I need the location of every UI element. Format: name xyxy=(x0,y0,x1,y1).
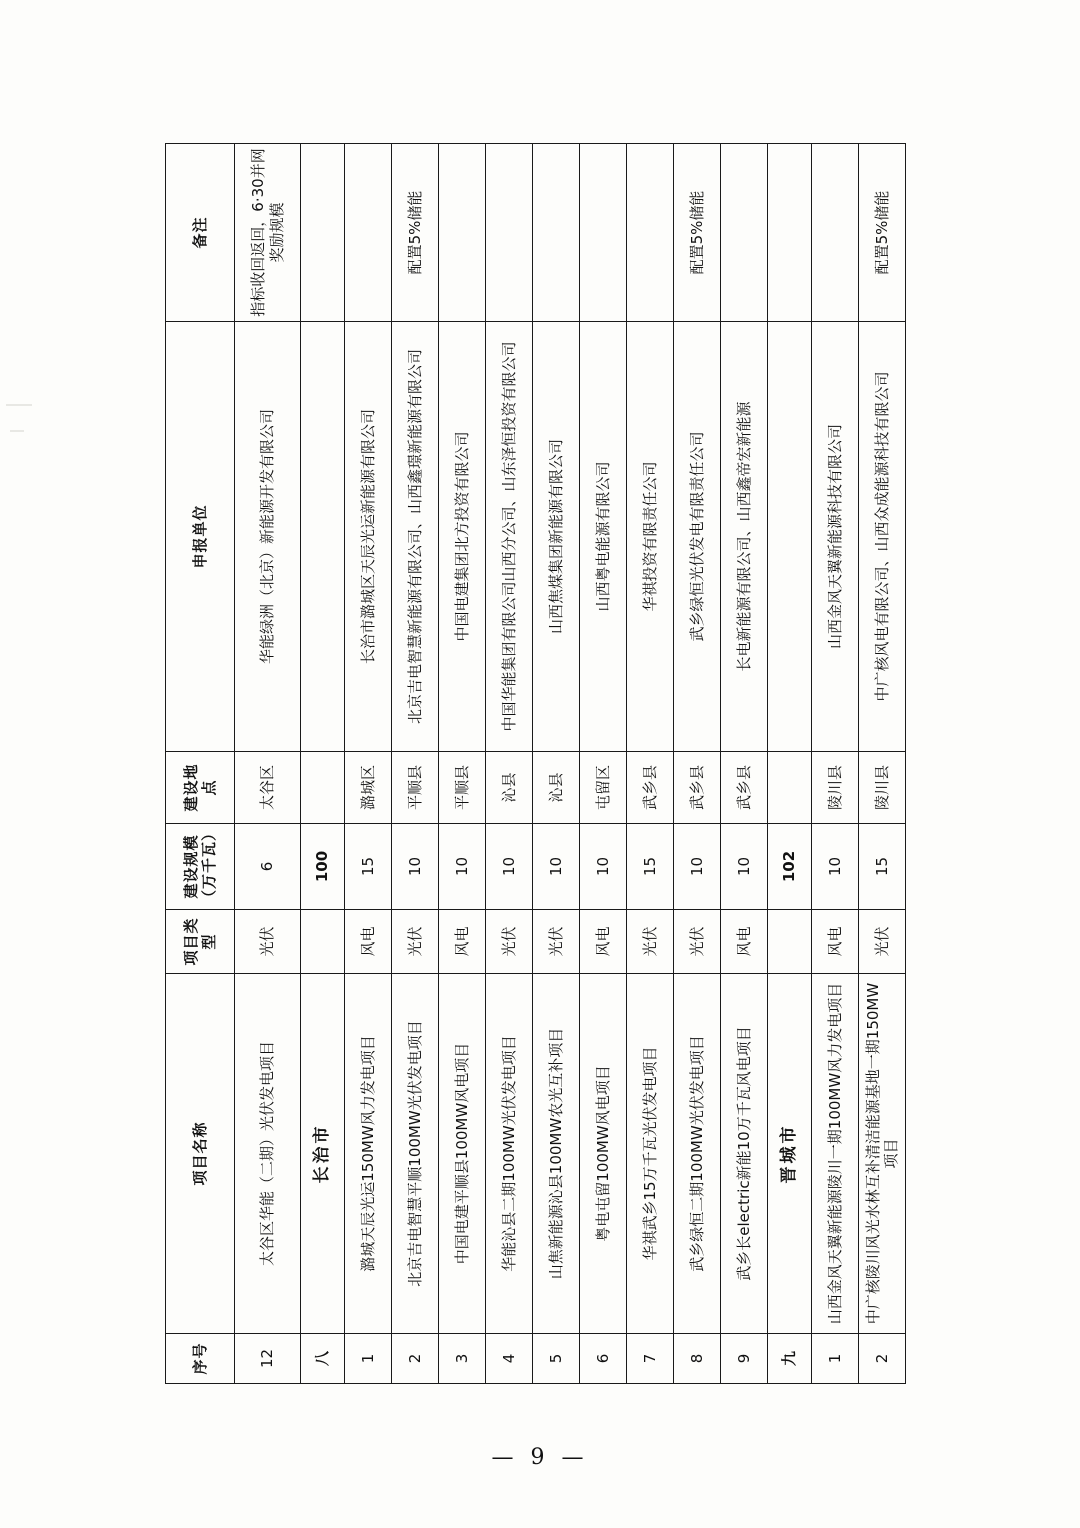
cell-seq: 3 xyxy=(439,1334,486,1384)
cell-seq: 九 xyxy=(768,1334,812,1384)
cell-seq: 8 xyxy=(674,1334,721,1384)
cell-unit: 中国华能集团有限公司山西分公司、山东泽恒投资有限公司 xyxy=(486,322,533,752)
cell-scale: 15 xyxy=(859,824,906,910)
cell-project-name: 晋城市 xyxy=(768,974,812,1334)
cell-note xyxy=(768,144,812,322)
cell-unit: 山西焦煤集团新能源有限公司 xyxy=(533,322,580,752)
cell-project-name: 太谷区华能（二期）光伏发电项目 xyxy=(235,974,301,1334)
cell-project-type xyxy=(301,910,345,974)
page-number: — 9 — xyxy=(491,1445,589,1470)
cell-project-type: 风电 xyxy=(812,910,859,974)
cell-unit xyxy=(301,322,345,752)
cell-project-name: 中广核陵川风光水林互补清洁能源基地一期150MW项目 xyxy=(859,974,906,1334)
cell-seq: 2 xyxy=(859,1334,906,1384)
column-header-note: 备注 xyxy=(166,144,235,322)
cell-place: 武乡县 xyxy=(721,752,768,824)
cell-project-type: 光伏 xyxy=(533,910,580,974)
rotated-table-wrapper xyxy=(165,144,915,1384)
table-row xyxy=(580,144,627,1384)
table-row xyxy=(392,144,439,1384)
table-row xyxy=(486,144,533,1384)
scan-artifact xyxy=(6,404,32,406)
cell-project-name: 华祺武乡15万千瓦光伏发电项目 xyxy=(627,974,674,1334)
cell-seq: 2 xyxy=(392,1334,439,1384)
cell-project-type: 光伏 xyxy=(392,910,439,974)
cell-project-name: 华能沁县二期100MW光伏发电项目 xyxy=(486,974,533,1334)
cell-scale: 10 xyxy=(533,824,580,910)
column-header-place: 建设地点 xyxy=(166,752,235,824)
cell-project-name: 潞城天辰光运150MW风力发电项目 xyxy=(345,974,392,1334)
table-group-row xyxy=(768,144,812,1384)
table-row xyxy=(674,144,721,1384)
cell-project-name: 武乡长electric新能10万千瓦风电项目 xyxy=(721,974,768,1334)
cell-project-name: 中国电建平顺县100MW风电项目 xyxy=(439,974,486,1334)
cell-unit: 武乡绿恒光伏发电有限责任公司 xyxy=(674,322,721,752)
cell-unit xyxy=(768,322,812,752)
cell-unit: 华祺投资有限责任公司 xyxy=(627,322,674,752)
cell-scale: 10 xyxy=(580,824,627,910)
cell-seq: 6 xyxy=(580,1334,627,1384)
cell-unit: 北京吉电智慧新能源有限公司、山西鑫璟新能源有限公司 xyxy=(392,322,439,752)
cell-seq: 4 xyxy=(486,1334,533,1384)
cell-unit: 山西粤电能源有限公司 xyxy=(580,322,627,752)
cell-scale: 10 xyxy=(721,824,768,910)
cell-note xyxy=(345,144,392,322)
cell-project-type: 风电 xyxy=(580,910,627,974)
table-row xyxy=(235,144,301,1384)
cell-note xyxy=(486,144,533,322)
cell-note xyxy=(721,144,768,322)
cell-place: 武乡县 xyxy=(674,752,721,824)
table-row xyxy=(721,144,768,1384)
cell-seq: 7 xyxy=(627,1334,674,1384)
table-row xyxy=(533,144,580,1384)
cell-project-name: 粤电屯留100MW风电项目 xyxy=(580,974,627,1334)
cell-note xyxy=(439,144,486,322)
cell-unit: 长电新能源有限公司、山西鑫帝宏新能源 xyxy=(721,322,768,752)
cell-scale: 100 xyxy=(301,824,345,910)
cell-unit: 长治市潞城区天辰光运新能源有限公司 xyxy=(345,322,392,752)
column-header-scale: 建设规模（万千瓦） xyxy=(166,824,235,910)
table-row xyxy=(859,144,906,1384)
cell-place: 平顺县 xyxy=(439,752,486,824)
column-header-unit: 申报单位 xyxy=(166,322,235,752)
cell-project-type: 风电 xyxy=(345,910,392,974)
cell-note xyxy=(533,144,580,322)
cell-note: 配置5%储能 xyxy=(674,144,721,322)
cell-project-name: 山西金风天翼新能源陵川一期100MW风力发电项目 xyxy=(812,974,859,1334)
cell-scale: 6 xyxy=(235,824,301,910)
table-row xyxy=(345,144,392,1384)
cell-project-type: 光伏 xyxy=(235,910,301,974)
cell-project-type xyxy=(768,910,812,974)
cell-project-type: 风电 xyxy=(439,910,486,974)
cell-project-name: 山焦新能源沁县100MW农光互补项目 xyxy=(533,974,580,1334)
cell-seq: 1 xyxy=(345,1334,392,1384)
cell-place: 沁县 xyxy=(533,752,580,824)
cell-scale: 10 xyxy=(812,824,859,910)
cell-unit: 华能绿洲（北京）新能源开发有限公司 xyxy=(235,322,301,752)
cell-scale: 15 xyxy=(345,824,392,910)
cell-scale: 10 xyxy=(674,824,721,910)
cell-place: 屯留区 xyxy=(580,752,627,824)
project-table xyxy=(165,143,906,1384)
column-header-seq: 序号 xyxy=(166,1334,235,1384)
cell-scale: 10 xyxy=(486,824,533,910)
cell-seq: 1 xyxy=(812,1334,859,1384)
cell-project-type: 风电 xyxy=(721,910,768,974)
scan-artifact xyxy=(10,430,24,432)
column-header-type: 项目类型 xyxy=(166,910,235,974)
cell-place xyxy=(768,752,812,824)
cell-note xyxy=(627,144,674,322)
cell-project-type: 光伏 xyxy=(859,910,906,974)
cell-seq: 5 xyxy=(533,1334,580,1384)
cell-project-type: 光伏 xyxy=(486,910,533,974)
cell-note xyxy=(301,144,345,322)
cell-note xyxy=(580,144,627,322)
table-row xyxy=(627,144,674,1384)
cell-scale: 15 xyxy=(627,824,674,910)
cell-place xyxy=(301,752,345,824)
table-body xyxy=(235,144,906,1384)
cell-scale: 10 xyxy=(392,824,439,910)
cell-unit: 中广核风电有限公司、山西众成能源科技有限公司 xyxy=(859,322,906,752)
cell-project-name: 武乡绿恒二期100MW光伏发电项目 xyxy=(674,974,721,1334)
table-row xyxy=(439,144,486,1384)
cell-place: 沁县 xyxy=(486,752,533,824)
table-row xyxy=(812,144,859,1384)
cell-place: 潞城区 xyxy=(345,752,392,824)
cell-unit: 山西金风天翼新能源科技有限公司 xyxy=(812,322,859,752)
cell-scale: 102 xyxy=(768,824,812,910)
cell-project-type: 光伏 xyxy=(627,910,674,974)
cell-unit: 中国电建集团北方投资有限公司 xyxy=(439,322,486,752)
cell-place: 陵川县 xyxy=(859,752,906,824)
cell-place: 陵川县 xyxy=(812,752,859,824)
table-header xyxy=(166,144,235,1384)
cell-place: 太谷区 xyxy=(235,752,301,824)
cell-note: 指标收回返回，6·30并网奖励规模 xyxy=(235,144,301,322)
cell-project-name: 北京吉电智慧平顺100MW光伏发电项目 xyxy=(392,974,439,1334)
table-group-row xyxy=(301,144,345,1384)
cell-seq: 9 xyxy=(721,1334,768,1384)
cell-seq: 12 xyxy=(235,1334,301,1384)
column-header-name: 项目名称 xyxy=(166,974,235,1334)
cell-note xyxy=(812,144,859,322)
cell-place: 平顺县 xyxy=(392,752,439,824)
cell-project-type: 光伏 xyxy=(674,910,721,974)
cell-scale: 10 xyxy=(439,824,486,910)
cell-note: 配置5%储能 xyxy=(859,144,906,322)
cell-seq: 八 xyxy=(301,1334,345,1384)
cell-project-name: 长治市 xyxy=(301,974,345,1334)
cell-place: 武乡县 xyxy=(627,752,674,824)
cell-note: 配置5%储能 xyxy=(392,144,439,322)
